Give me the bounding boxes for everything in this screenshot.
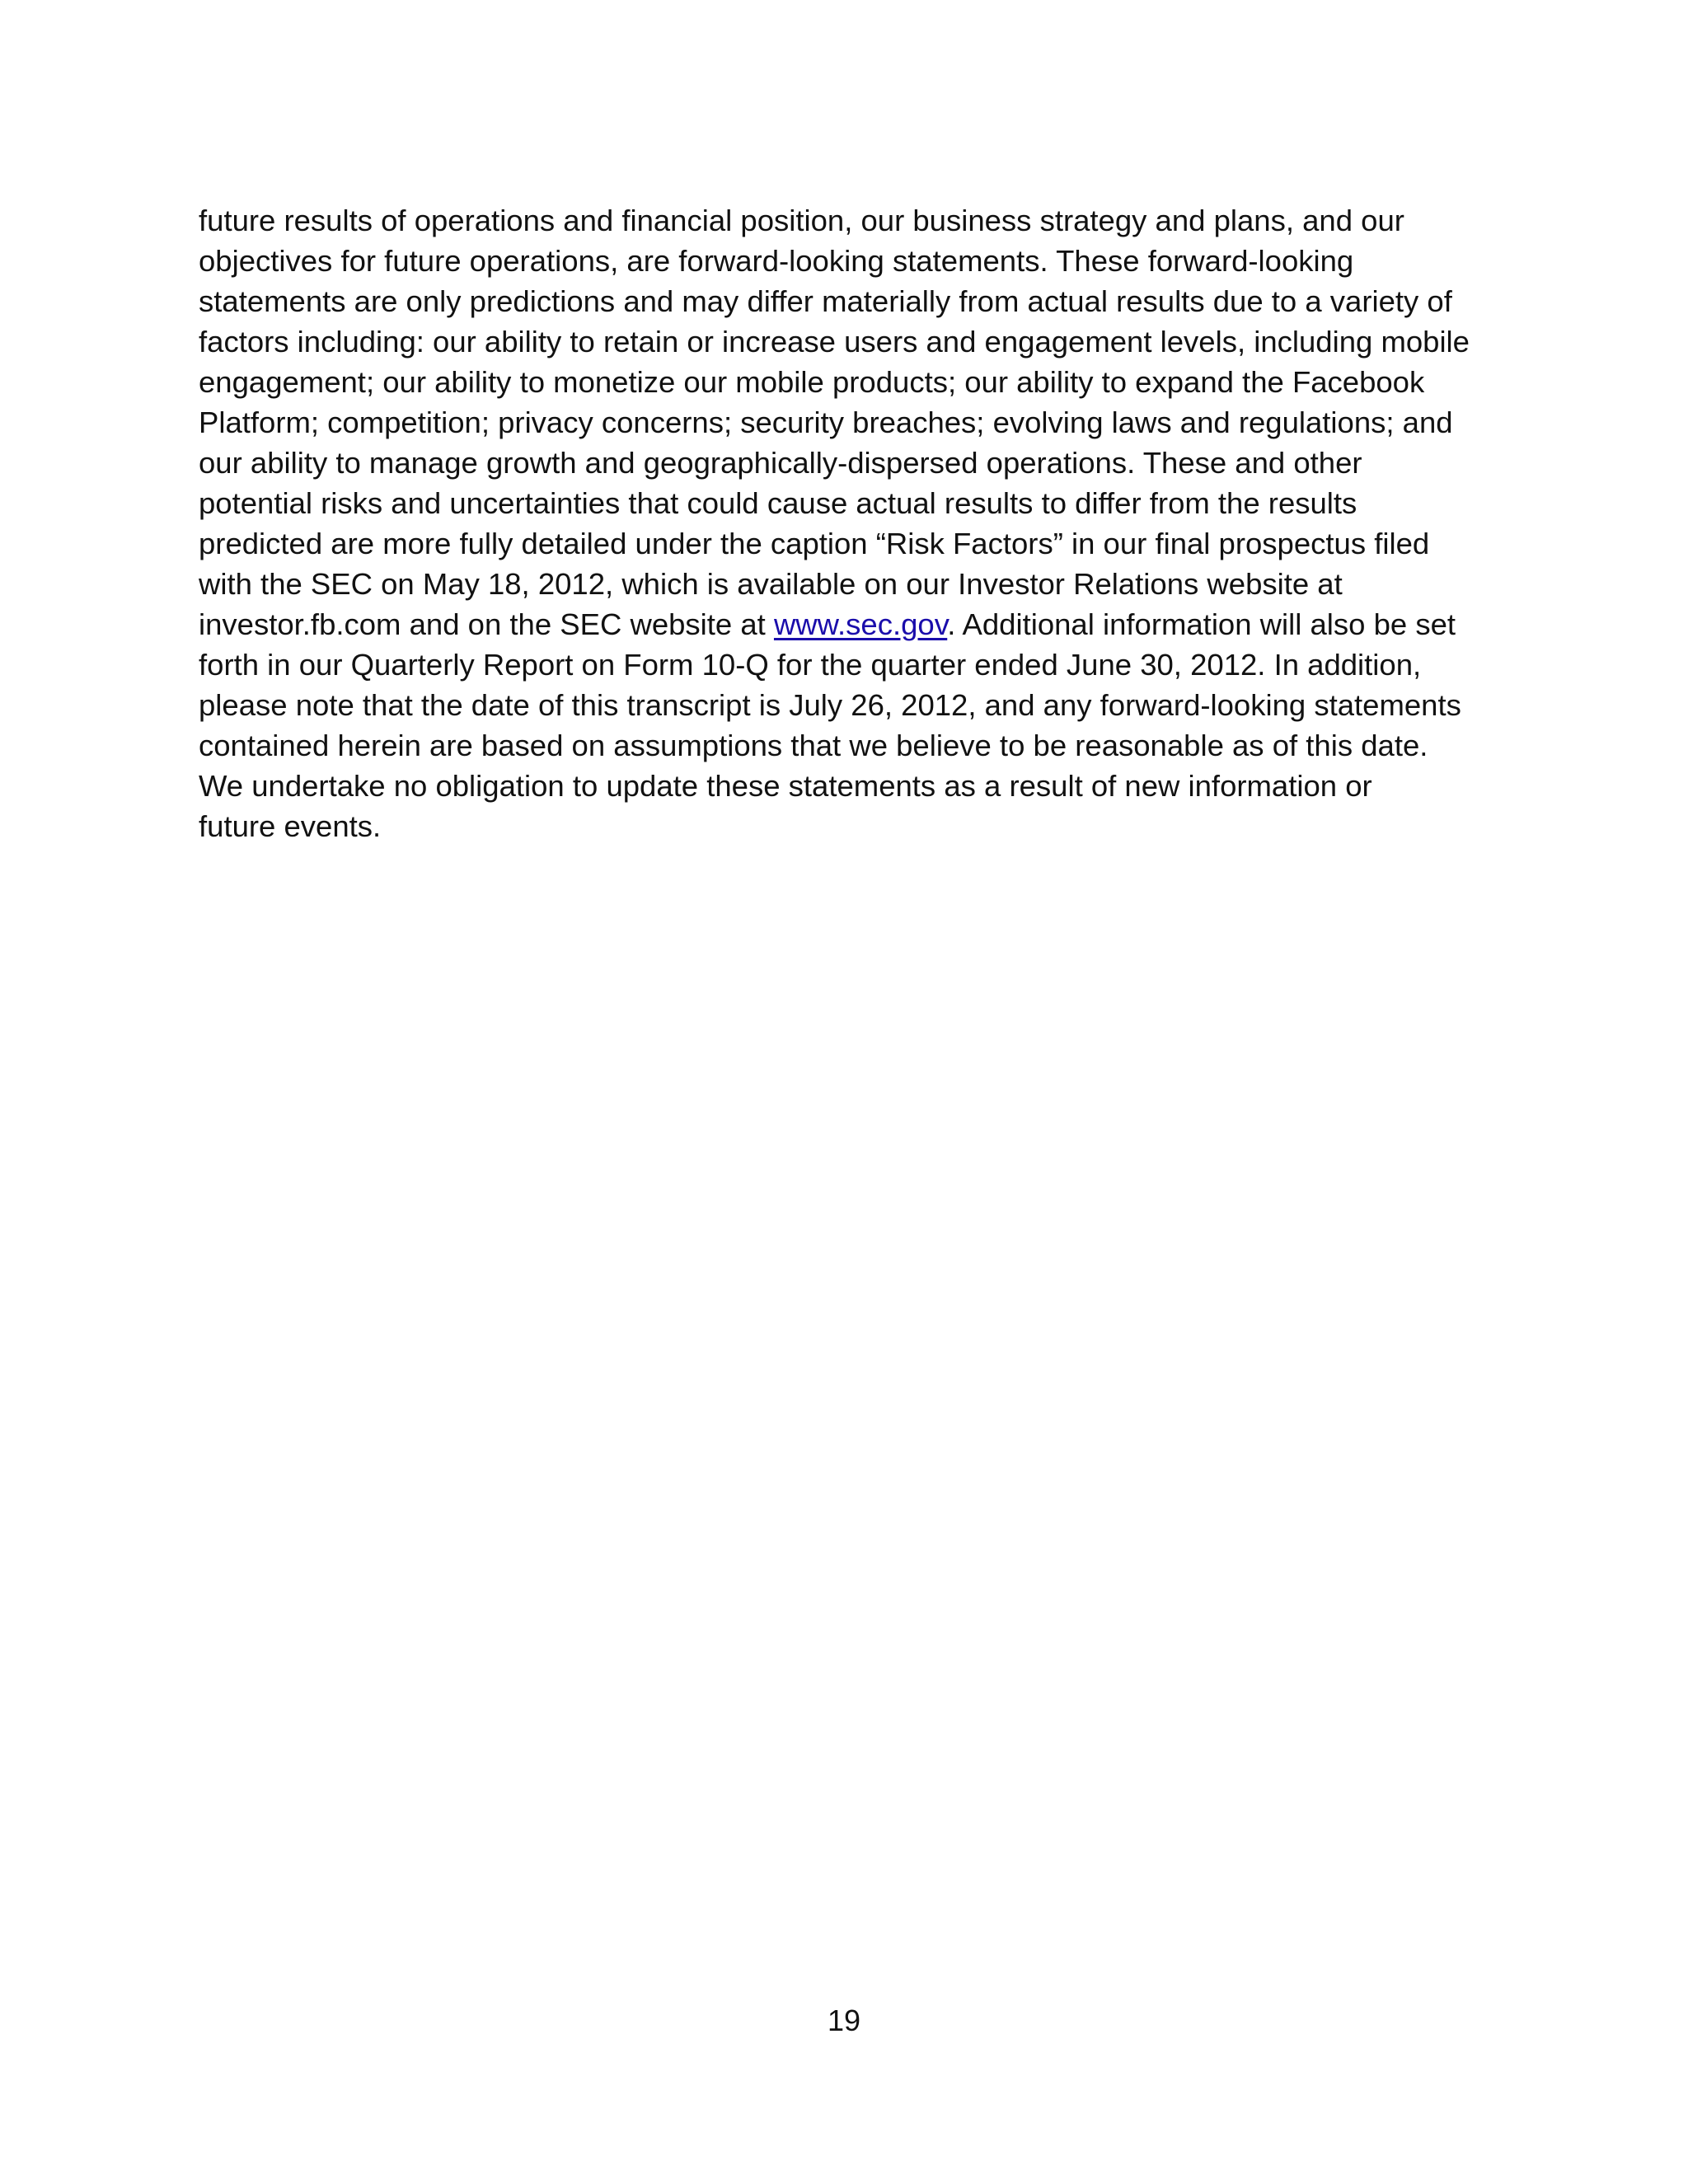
text-line: contained herein are based on assumptions that we believe to be reasonable as of this date. [199, 729, 1428, 762]
text-line: potential risks and uncertainties that could cause actual results to differ from the results [199, 486, 1357, 520]
page-number: 19 [827, 2004, 861, 2037]
sec-website-link[interactable]: www.sec.gov [773, 607, 948, 641]
text-line: factors including: our ability to retain or increase users and engagement levels, including mobile [199, 325, 1470, 359]
text-line: engagement; our ability to monetize our mobile products; our ability to expand the Facebook [199, 365, 1425, 399]
text-line: future events. [199, 809, 382, 843]
text-line: with the SEC on May 18, 2012, which is available on our Investor Relations website at [199, 567, 1343, 601]
forward-looking-statements-paragraph [199, 200, 1526, 846]
text-line: Platform; competition; privacy concerns; security breaches; evolving laws and regulations; and [199, 405, 1453, 439]
text-line: We undertake no obligation to update these statements as a result of new information or [199, 769, 1372, 803]
text-line: future results of operations and financial position, our business strategy and plans, and our [199, 204, 1404, 237]
text-line: please note that the date of this transcript is July 26, 2012, and any forward-looking statements [199, 688, 1461, 722]
link-trailing-text: . Additional information will also be set [947, 607, 1456, 641]
text-line: our ability to manage growth and geographically-dispersed operations. These and other [199, 446, 1362, 480]
text-line-with-link [199, 604, 1526, 644]
link-lead-text: investor.fb.com and on the SEC website at [199, 607, 774, 641]
text-line: statements are only predictions and may differ materially from actual results due to a variety of [199, 284, 1452, 318]
text-line: forth in our Quarterly Report on Form 10-Q for the quarter ended June 30, 2012. In addition, [199, 648, 1422, 682]
text-line: predicted are more fully detailed under the caption “Risk Factors” in our final prospectus filed [199, 527, 1430, 560]
text-line: objectives for future operations, are forward-looking statements. These forward-looking [199, 244, 1354, 278]
